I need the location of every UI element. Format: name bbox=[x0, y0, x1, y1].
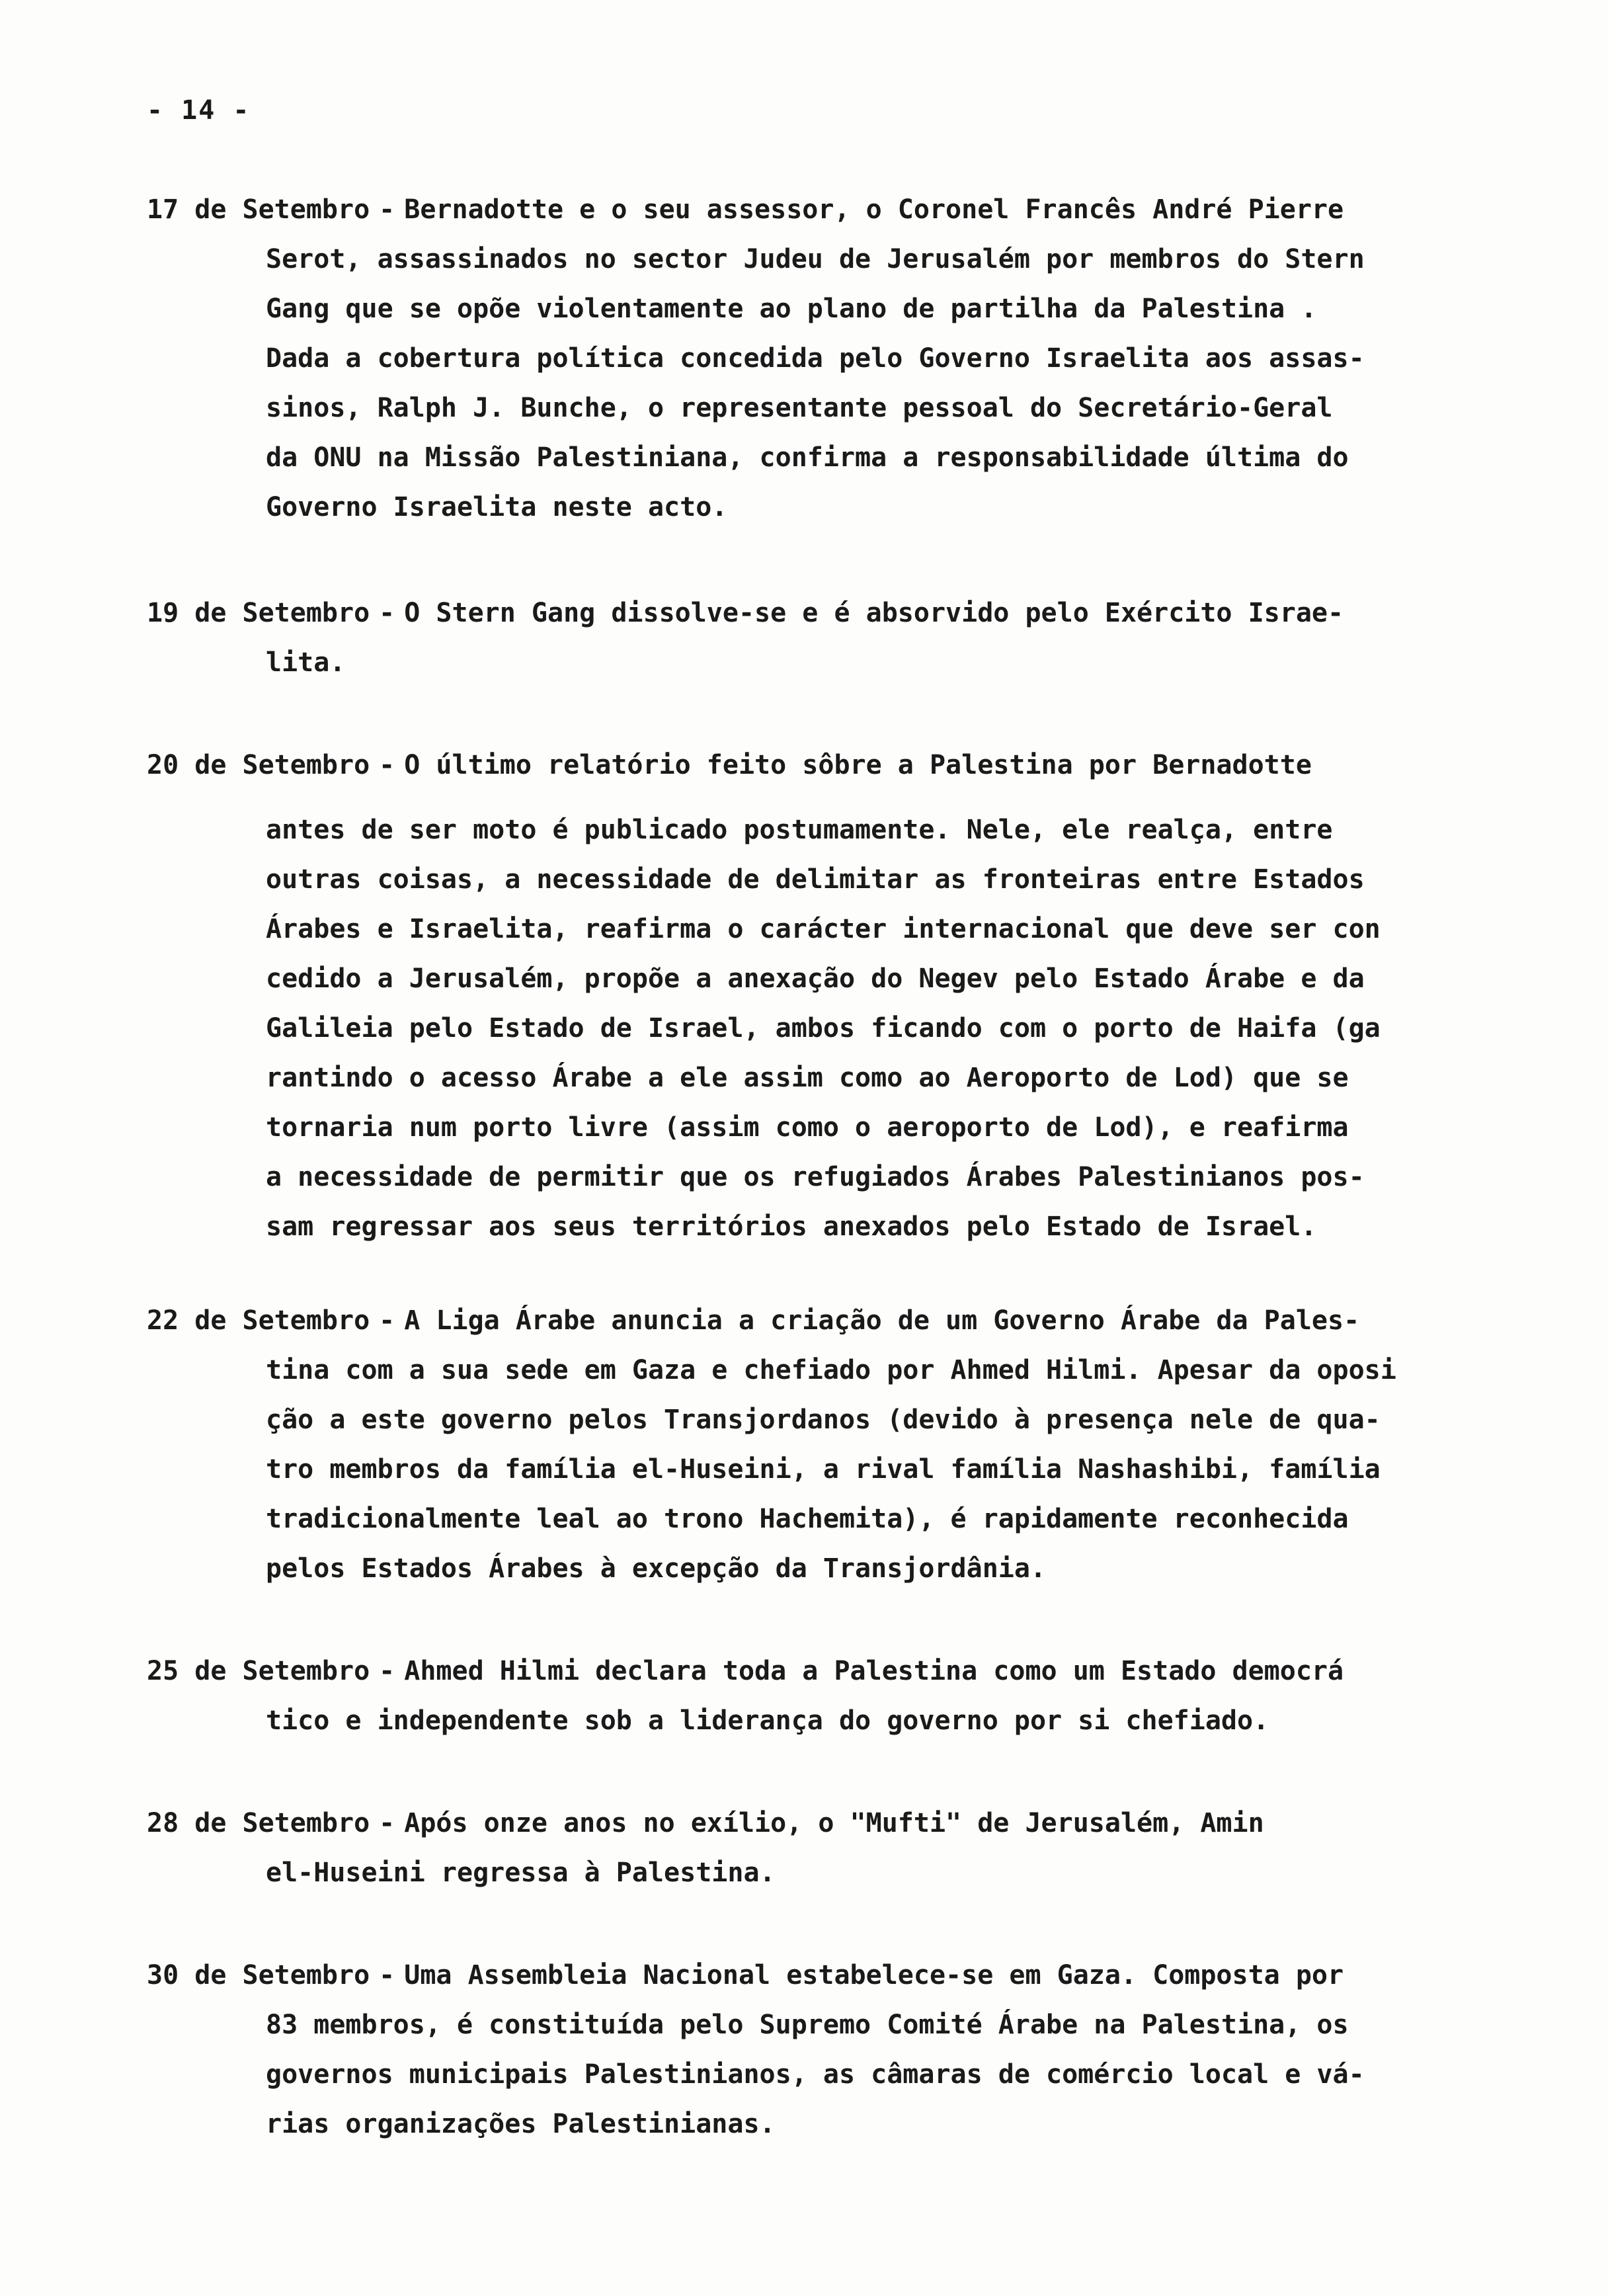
entry-text-line: Uma Assembleia Nacional estabelece-se em Gaza. Composta por bbox=[404, 1960, 1344, 1990]
page-number: - 14 - bbox=[147, 95, 251, 126]
entry-text-line: Galileia pelo Estado de Israel, ambos ficando com o porto de Haifa (ga bbox=[266, 1013, 1381, 1044]
entry-first-line bbox=[147, 741, 1443, 790]
entry-text-line: Serot, assassinados no sector Judeu de Jerusalém por membros do Stern bbox=[266, 244, 1365, 274]
entry-date: 17 de Setembro bbox=[147, 194, 370, 225]
date-separator: - bbox=[379, 194, 395, 225]
entry-date: 22 de Setembro bbox=[147, 1305, 370, 1336]
date-separator: - bbox=[379, 1960, 395, 1990]
entry-text-line: pelos Estados Árabes à excepção da Transjordânia. bbox=[266, 1553, 1047, 1584]
chronology-entry bbox=[147, 741, 1443, 1252]
entry-text-line: Dada a cobertura política concedida pelo Governo Israelita aos assas- bbox=[266, 343, 1365, 374]
entry-date: 25 de Setembro bbox=[147, 1656, 370, 1686]
entry-date: 19 de Setembro bbox=[147, 598, 370, 628]
entry-date: 30 de Setembro bbox=[147, 1960, 370, 1990]
entry-text-line: cedido a Jerusalém, propõe a anexação do Negev pelo Estado Árabe e da bbox=[266, 964, 1365, 994]
entry-first-line bbox=[147, 589, 1443, 638]
entry-text-line: tina com a sua sede em Gaza e chefiado por Ahmed Hilmi. Apesar da oposi bbox=[266, 1355, 1396, 1385]
date-separator: - bbox=[379, 750, 395, 780]
entry-text-line: antes de ser moto é publicado postumamente. Nele, ele realça, entre bbox=[266, 815, 1333, 845]
entry-text-line: Árabes e Israelita, reafirma o carácter internacional que deve ser con bbox=[266, 914, 1381, 944]
date-separator: - bbox=[379, 1656, 395, 1686]
entry-text-line: Após onze anos no exílio, o "Mufti" de Jerusalém, Amin bbox=[404, 1808, 1264, 1838]
entry-text-line: tro membros da família el-Huseini, a rival família Nashashibi, família bbox=[266, 1454, 1381, 1485]
entry-text-line: sam regressar aos seus territórios anexados pelo Estado de Israel. bbox=[266, 1211, 1317, 1242]
chronology-entry bbox=[147, 1647, 1443, 1746]
entry-text-line: outras coisas, a necessidade de delimitar as fronteiras entre Estados bbox=[266, 864, 1365, 895]
entry-text-line: Governo Israelita neste acto. bbox=[266, 492, 728, 522]
entry-first-line bbox=[147, 1799, 1443, 1848]
chronology-entry bbox=[147, 589, 1443, 688]
entry-text-line: O último relatório feito sôbre a Palestina por Bernadotte bbox=[404, 750, 1312, 780]
chronology-entry bbox=[147, 1951, 1443, 2149]
entry-text-line: rantindo o acesso Árabe a ele assim como ao Aeroporto de Lod) que se bbox=[266, 1063, 1349, 1093]
entry-first-line bbox=[147, 185, 1443, 235]
entry-text-line: tradicionalmente leal ao trono Hachemita), é rapidamente reconhecida bbox=[266, 1504, 1349, 1534]
entry-text-line: el-Huseini regressa à Palestina. bbox=[266, 1858, 776, 1888]
entry-text-line: tico e independente sob a liderança do governo por si chefiado. bbox=[266, 1705, 1269, 1736]
entry-text-line: Bernadotte e o seu assessor, o Coronel Francês André Pierre bbox=[404, 194, 1344, 225]
entry-text-line: Gang que se opõe violentamente ao plano de partilha da Palestina . bbox=[266, 294, 1317, 324]
date-separator: - bbox=[379, 1305, 395, 1336]
entry-text-line: A Liga Árabe anuncia a criação de um Governo Árabe da Pales- bbox=[404, 1305, 1360, 1336]
date-separator: - bbox=[379, 1808, 395, 1838]
entry-text-line: Ahmed Hilmi declara toda a Palestina como um Estado democrá bbox=[404, 1656, 1344, 1686]
entry-text-line: 83 membros, é constituída pelo Supremo Comité Árabe na Palestina, os bbox=[266, 2010, 1349, 2040]
entry-text-line: tornaria num porto livre (assim como o aeroporto de Lod), e reafirma bbox=[266, 1112, 1349, 1143]
entry-date: 28 de Setembro bbox=[147, 1808, 370, 1838]
entry-text-line: governos municipais Palestinianos, as câmaras de comércio local e vá- bbox=[266, 2059, 1365, 2090]
date-separator: - bbox=[379, 598, 395, 628]
entry-text-line: da ONU na Missão Palestiniana, confirma a responsabilidade última do bbox=[266, 442, 1349, 473]
entry-date: 20 de Setembro bbox=[147, 750, 370, 780]
entry-text-line: lita. bbox=[266, 647, 346, 678]
chronology-entry bbox=[147, 1799, 1443, 1898]
entry-text-line: sinos, Ralph J. Bunche, o representante pessoal do Secretário-Geral bbox=[266, 393, 1333, 423]
entry-first-line bbox=[147, 1647, 1443, 1696]
chronology-entry bbox=[147, 185, 1443, 532]
entry-text-line: rias organizações Palestinianas. bbox=[266, 2109, 776, 2139]
entry-first-line bbox=[147, 1951, 1443, 2000]
entry-text-line: a necessidade de permitir que os refugiados Árabes Palestinianos pos- bbox=[266, 1162, 1365, 1192]
chronology-entry bbox=[147, 1296, 1443, 1594]
entry-first-line bbox=[147, 1296, 1443, 1346]
entry-text-line: O Stern Gang dissolve-se e é absorvido pelo Exército Israe- bbox=[404, 598, 1344, 628]
entry-text-line: ção a este governo pelos Transjordanos (devido à presença nele de qua- bbox=[266, 1405, 1381, 1435]
